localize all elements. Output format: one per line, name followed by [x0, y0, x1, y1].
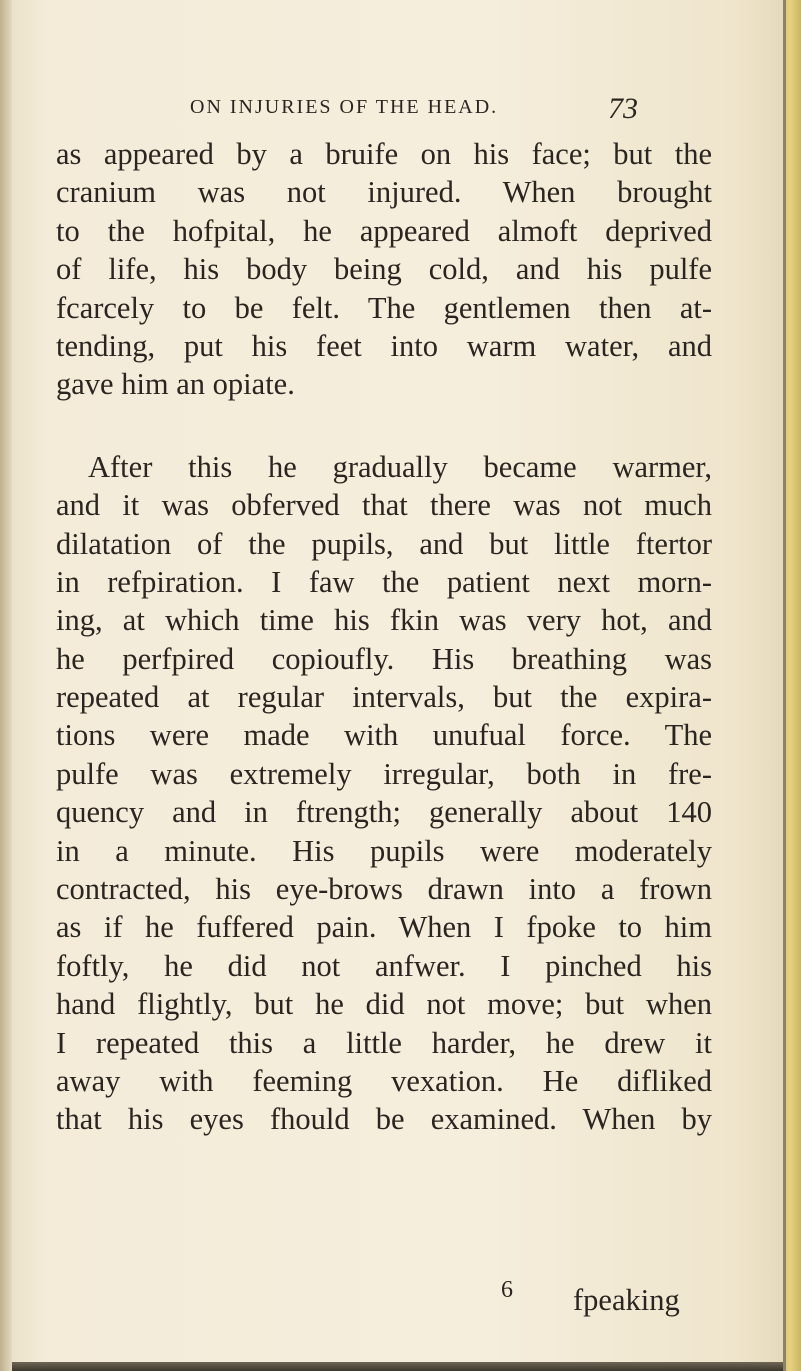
- running-head: ON INJURIES OF THE HEAD.: [190, 96, 499, 118]
- paragraph-2: [56, 448, 712, 1139]
- paragraph-1: [56, 135, 712, 404]
- text-line: repeated at regular intervals, but the expira-: [56, 680, 712, 715]
- text-line: contracted, his eye-brows drawn into a frown: [56, 872, 712, 907]
- text-line: hand flightly, but he did not move; but when: [56, 987, 712, 1022]
- body-text: [56, 135, 712, 1139]
- text-line: cranium was not injured. When brought: [56, 175, 712, 210]
- page-bottom-edge: [12, 1362, 783, 1371]
- text-line: gave him an opiate.: [56, 367, 295, 402]
- page-header: [190, 90, 650, 130]
- page-footer: [56, 1277, 712, 1325]
- text-line: foftly, he did not anfwer. I pinched his: [56, 948, 712, 983]
- page-right-edge: [783, 0, 801, 1371]
- page-left-edge: [0, 0, 12, 1371]
- text-line: in a minute. His pupils were moderately: [56, 833, 712, 868]
- text-line: tions were made with unufual force. The: [56, 718, 712, 753]
- text-line: quency and in ftrength; generally about 140: [56, 795, 712, 830]
- text-line: away with feeming vexation. He difliked: [56, 1063, 712, 1098]
- text-line: that his eyes fhould be examined. When by: [56, 1102, 712, 1137]
- page-number: 73: [608, 92, 638, 125]
- text-line: as if he fuffered pain. When I fpoke to him: [56, 910, 712, 945]
- text-line: I repeated this a little harder, he drew it: [56, 1025, 712, 1060]
- text-line: and it was obferved that there was not much: [56, 488, 712, 523]
- text-line: tending, put his feet into warm water, and: [56, 328, 712, 363]
- text-line: in refpiration. I faw the patient next morn-: [56, 564, 712, 599]
- text-line: After this he gradually became warmer,: [88, 449, 712, 484]
- catchword: fpeaking: [573, 1283, 680, 1317]
- text-line: dilatation of the pupils, and but little ftertor: [56, 526, 712, 561]
- signature-mark: 6: [501, 1277, 513, 1303]
- text-line: as appeared by a bruife on his face; but the: [56, 137, 712, 171]
- text-line: pulfe was extremely irregular, both in fre-: [56, 756, 712, 791]
- text-line: fcarcely to be felt. The gentlemen then at-: [56, 290, 712, 325]
- paragraph-gap: [56, 404, 712, 448]
- text-line: ing, at which time his fkin was very hot, and: [56, 603, 712, 638]
- text-line: he perfpired copioufly. His breathing was: [56, 641, 712, 676]
- text-line: of life, his body being cold, and his pulfe: [56, 252, 712, 287]
- text-line: to the hofpital, he appeared almoft deprived: [56, 213, 712, 248]
